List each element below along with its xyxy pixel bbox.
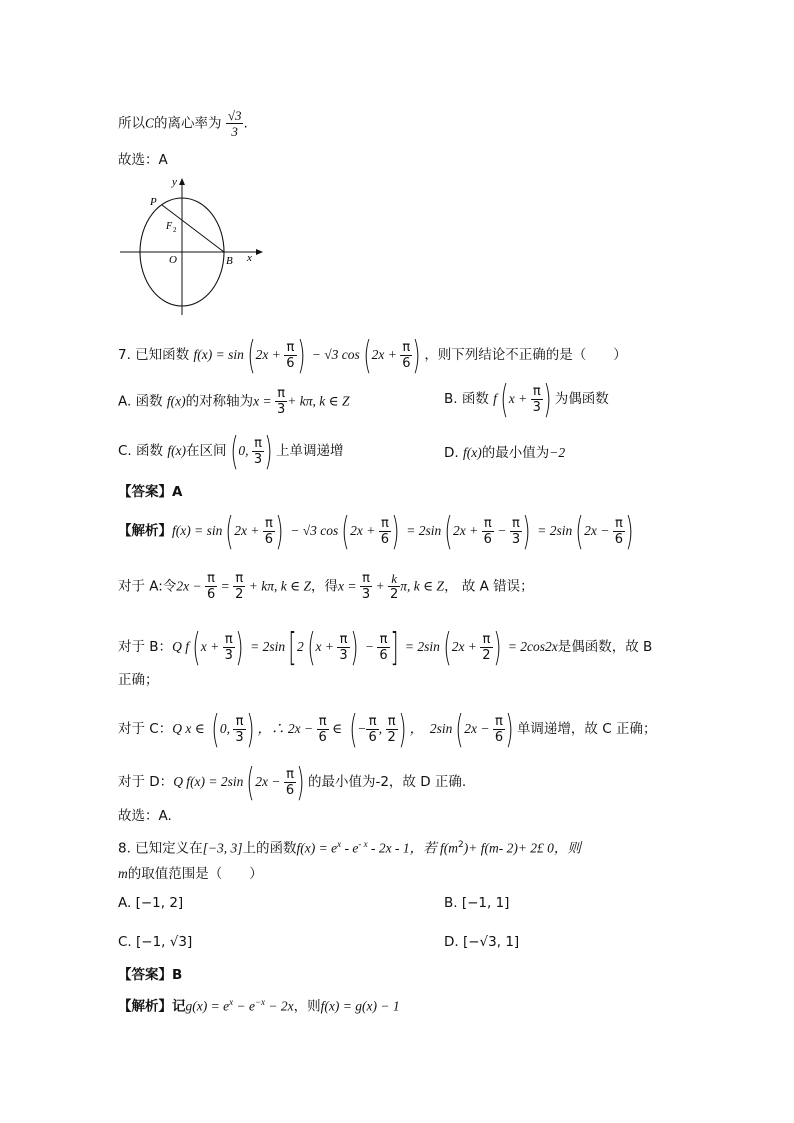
text: 为偶函数 [554, 391, 609, 407]
fraction [482, 516, 494, 547]
superscript: −x [254, 997, 266, 1007]
answer-select-a2: 故选：A. [118, 808, 172, 824]
formula: 2x + [453, 523, 482, 538]
denominator: 6 [285, 782, 295, 798]
text: ，则 [293, 998, 321, 1015]
formula: = 2sin [533, 523, 573, 538]
paren: ( [455, 707, 464, 751]
numerator: π [317, 714, 329, 730]
formula: 2x + [371, 347, 401, 362]
paren: ) [296, 760, 305, 804]
fraction [205, 571, 217, 602]
text: 对于 D： [118, 774, 174, 790]
option-7c [118, 429, 344, 473]
denominator: 3 [511, 531, 521, 547]
formula: )+ f(m- 2)+ 2£ 0，则 [463, 840, 581, 856]
denominator: 6 [380, 531, 390, 547]
formula: + kπ, k ∈ Z [245, 578, 311, 594]
superscript: - x [358, 839, 368, 849]
formula: ， 2sin [409, 721, 453, 736]
formula: f [493, 391, 497, 406]
paren: ) [412, 333, 421, 377]
numerator: π [482, 516, 494, 532]
formula: f [185, 639, 189, 654]
analysis-b-cont: 正确； [118, 672, 159, 688]
formula: x + [200, 639, 223, 654]
formula: x + [508, 391, 531, 406]
paren: ) [505, 707, 514, 751]
paren: ( [211, 707, 220, 751]
numerator: π [275, 386, 287, 402]
paren: ( [443, 625, 452, 669]
fraction [493, 714, 505, 745]
text: 的离心率为 [154, 115, 222, 132]
formula: − e [233, 998, 255, 1014]
formula: − [493, 523, 510, 538]
numerator: π [284, 340, 296, 356]
paren: ( [229, 429, 239, 473]
paren: ) [625, 509, 634, 553]
formula: ∈ [328, 721, 346, 736]
formula: = 2sin [402, 523, 442, 538]
formula: 2x + [451, 639, 481, 654]
formula: Q x ∈ [172, 721, 209, 736]
numerator: π [510, 516, 522, 532]
denominator: 2 [235, 587, 244, 602]
formula: - 2x - 1，若 f(m [367, 840, 458, 856]
paren: ( [348, 707, 358, 751]
formula: 2x − [176, 578, 205, 594]
text: 8. 已知定义在 [118, 840, 203, 857]
text: 上的函数 [242, 840, 297, 857]
fraction [275, 386, 287, 417]
paren: ( [192, 625, 201, 669]
formula: f(x) = e [296, 840, 338, 856]
fraction [388, 571, 400, 602]
formula: − √3 cos [286, 523, 339, 538]
numerator: π [386, 714, 398, 730]
fraction [377, 632, 389, 663]
fraction [337, 632, 349, 663]
analysis-a [118, 571, 534, 602]
line-eccentricity [118, 108, 248, 139]
denominator: 6 [368, 729, 377, 745]
fraction [284, 340, 296, 371]
analysis-d [118, 760, 467, 804]
fraction [360, 571, 372, 602]
fraction [480, 632, 492, 663]
fraction [386, 714, 398, 745]
formula: f(x) = sin [193, 347, 244, 362]
superscript: x [229, 997, 234, 1007]
label: 【解析】 [118, 523, 172, 539]
denominator: 3 [224, 647, 233, 663]
fraction [226, 108, 244, 139]
formula: m [118, 866, 128, 881]
text: 在区间 [186, 443, 227, 459]
formula: 2x − [464, 721, 493, 736]
option-8c: C. [−1, √3] [118, 934, 193, 950]
denominator: 6 [206, 587, 216, 602]
formula: f(x) = sin [172, 523, 223, 538]
formula: g(x) = e [185, 998, 230, 1014]
answer-select-a: 故选：A [118, 152, 168, 168]
label: 【解析】记 [118, 998, 186, 1015]
paren: ( [307, 625, 316, 669]
denominator: 3 [231, 124, 238, 139]
text: 所以 [118, 115, 145, 132]
text: 7. 已知函数 [118, 347, 190, 363]
formula: − [357, 721, 367, 736]
denominator: 3 [235, 729, 244, 745]
denominator: 6 [494, 729, 504, 745]
analysis-b [118, 625, 653, 669]
numerator: π [377, 632, 389, 648]
numerator: π [263, 516, 275, 532]
numerator: π [223, 632, 235, 648]
formula: Q [172, 639, 186, 654]
formula: , [378, 721, 386, 736]
formula: −2 [549, 445, 566, 460]
text: 对于 B： [118, 639, 173, 655]
option-7a [118, 386, 350, 417]
formula: f(x) = g(x) − 1 [320, 998, 400, 1014]
fraction [400, 340, 412, 371]
option-7b [444, 377, 609, 421]
answer-7: 【答案】A [118, 484, 183, 500]
fraction [223, 632, 235, 663]
formula: x + [315, 639, 338, 654]
formula: ，∴ 2x − [257, 721, 317, 736]
numerator: π [205, 571, 217, 587]
formula: = [217, 578, 234, 594]
question-8 [118, 834, 581, 859]
paren: ) [398, 707, 407, 751]
var-c: C [145, 115, 155, 131]
fraction [613, 516, 625, 547]
fraction [263, 516, 275, 547]
fraction [284, 767, 296, 798]
formula: [−3, 3] [202, 840, 243, 856]
text: 单调递增，故 C 正确； [516, 721, 657, 737]
numerator: π [360, 571, 372, 587]
fraction [317, 714, 329, 745]
label-f: F [166, 221, 173, 232]
formula: π, k ∈ Z [400, 578, 445, 594]
paren: ( [363, 333, 372, 377]
formula: f(x) [167, 443, 187, 458]
numerator: π [379, 516, 391, 532]
formula: + kπ, k ∈ Z [287, 393, 350, 409]
option-8b: B. [−1, 1] [444, 895, 510, 911]
numerator: π [493, 714, 505, 730]
text: ，得 [311, 578, 338, 595]
text: 对于 C： [118, 721, 173, 737]
formula: - e [341, 840, 359, 856]
fraction [510, 516, 522, 547]
numerator: π [233, 714, 245, 730]
denominator: 6 [264, 531, 274, 547]
denominator: 2 [390, 587, 399, 602]
formula: 2x + [350, 523, 379, 538]
x-arrow-icon [256, 249, 263, 255]
formula: 0, [219, 721, 234, 736]
text: 对于 A:令 [118, 578, 177, 595]
text: . [243, 115, 248, 132]
formula: = 2sin [401, 639, 440, 654]
paren: ( [341, 509, 350, 553]
label-o: O [169, 254, 177, 266]
numerator: π [531, 384, 543, 400]
numerator: π [480, 632, 492, 648]
formula: − [361, 639, 378, 654]
formula: 2x + [234, 523, 263, 538]
denominator: 2 [482, 647, 491, 663]
paren: ) [543, 377, 552, 421]
bracket: [ [288, 625, 297, 669]
paren: ) [264, 429, 273, 473]
option-label: D. [444, 445, 459, 461]
numerator: π [400, 340, 412, 356]
denominator: 6 [286, 355, 295, 371]
text: ， 故 A 错误； [444, 578, 534, 595]
bracket: ] [389, 625, 399, 669]
paren: ( [246, 760, 255, 804]
option-label: A. 函数 [118, 393, 163, 410]
numerator: π [613, 516, 625, 532]
formula: x = [338, 578, 360, 594]
denominator: 3 [253, 451, 263, 467]
denominator: 3 [339, 647, 348, 663]
denominator: 6 [379, 647, 388, 663]
label-p: P [150, 196, 157, 208]
option-7d [444, 441, 565, 461]
paren: ) [235, 625, 244, 669]
formula: − 2x [265, 998, 294, 1014]
paren: ( [444, 509, 453, 553]
text: 的对称轴为 [185, 393, 254, 410]
fraction [252, 436, 264, 467]
paren: ( [575, 509, 584, 553]
numerator: π [233, 571, 245, 587]
formula: 2x − [584, 523, 613, 538]
formula: − √3 cos [308, 347, 360, 362]
formula: 2 [296, 639, 304, 654]
question-7 [118, 333, 627, 377]
question-8-line2 [118, 864, 263, 884]
option-8d: D. [−√3, 1] [444, 934, 520, 950]
label-x: x [247, 252, 252, 264]
option-8a: A. [−1, 2] [118, 895, 184, 911]
denominator: 6 [402, 355, 411, 371]
numerator: π [337, 632, 349, 648]
formula: = 2cos2x [504, 639, 558, 654]
paren: ) [391, 509, 400, 553]
formula: + [372, 578, 389, 594]
formula: = 2sin [246, 639, 286, 654]
paren: ) [275, 509, 284, 553]
fraction [233, 571, 245, 602]
paren: ) [522, 509, 531, 553]
option-label: B. 函数 [444, 391, 489, 407]
formula: 2x + [255, 347, 285, 362]
fraction [531, 384, 543, 415]
numerator: √3 [227, 108, 242, 123]
denominator: 6 [318, 729, 327, 745]
denominator: 3 [361, 587, 371, 602]
text: 的最小值为 [481, 445, 550, 461]
formula: f(x) [166, 393, 186, 409]
denominator: 3 [276, 402, 286, 417]
numerator: k [388, 571, 400, 587]
text: 上单调递增 [275, 443, 344, 459]
formula: Q f(x) = 2sin [173, 774, 244, 789]
text: 是偶函数，故 B [557, 639, 653, 655]
formula: 0, [238, 443, 252, 458]
analysis-c [118, 707, 657, 751]
denominator: 6 [614, 531, 624, 547]
denominator: 2 [387, 729, 396, 745]
paren: ( [225, 509, 234, 553]
numerator: π [252, 436, 264, 452]
label-f-sub: 2 [173, 226, 177, 234]
paren: ) [350, 625, 359, 669]
formula: f(x) [462, 445, 482, 460]
label-y: y [172, 176, 177, 188]
paren: ) [492, 625, 502, 669]
analysis-8 [118, 992, 400, 1017]
paren: ) [246, 707, 255, 751]
superscript: 2 [458, 840, 464, 850]
denominator: 6 [483, 531, 492, 547]
analysis-7 [118, 509, 637, 553]
paren: ( [500, 377, 509, 421]
y-arrow-icon [179, 178, 185, 185]
formula: x = [253, 393, 275, 409]
superscript: x [337, 839, 342, 849]
paren: ( [247, 333, 256, 377]
text: 的最小值为-2，故 D 正确. [307, 774, 467, 790]
answer-8: 【答案】B [118, 967, 183, 983]
fraction [233, 714, 245, 745]
formula: 2x − [255, 774, 284, 789]
option-label: C. 函数 [118, 443, 164, 459]
paren: ) [296, 333, 306, 377]
fraction [379, 516, 391, 547]
numerator: π [366, 714, 378, 730]
numerator: π [284, 767, 296, 783]
ellipse-figure [118, 172, 268, 317]
label-b: B [226, 255, 233, 267]
fraction [366, 714, 378, 745]
denominator: 3 [532, 399, 541, 415]
text: 的取值范围是（ ） [127, 866, 263, 882]
text: ，则下列结论不正确的是（ ） [424, 347, 627, 363]
